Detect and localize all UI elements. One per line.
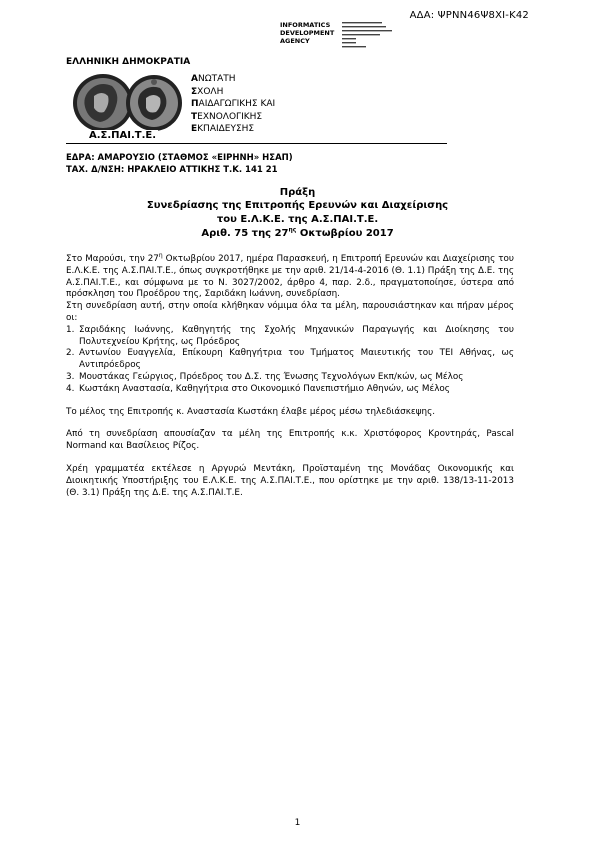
intro-rest: Οκτωβρίου 2017, ημέρα Παρασκευή, η Επιτροπή Ερευνών και Διαχείρισης του Ε.Λ.Κ.Ε. της Α.Σ.ΠΑΙ.Τ.Ε., όπως συγκροτήθηκε με την αριθ. 21/14-4-2016 (Θ. 1.1) Πράξη της Δ.Ε. της Α.Σ.ΠΑΙ.Τ.Ε., και σύμφωνα με το Ν. 3027/2002, άρθρο 4, παρ. 2.δ., πραγματοποίησε, ύστερα από πρόσκληση του Προέδρου της, Σαριδάκη Ιωάννη, συνεδρίαση. <box>66 254 514 300</box>
intro-start: Στο Μαρούσι, την 27 <box>66 254 159 264</box>
republic-heading: ΕΛΛΗΝΙΚΗ ΔΗΜΟΚΡΑΤΙΑ <box>66 57 191 67</box>
coin-emblem-icon <box>68 70 188 134</box>
school-line-3: ΠΑΙΔΑΓΩΓΙΚΗΣ ΚΑΙ <box>191 99 276 110</box>
agency-fine-print-graphic <box>342 21 402 55</box>
member-text: Σαριδάκης Ιωάννης, Καθηγητής της Σχολής Μηχανικών Παραγωγής και Διοίκησης του Πολυτεχνείου Κρήτης, ως Πρόεδρος <box>79 324 514 347</box>
item-number: 2. <box>66 348 75 359</box>
school-line-2: ΣΧΟΛΗ <box>191 86 224 97</box>
seat-address: ΕΔΡΑ: ΑΜΑΡΟΥΣΙΟ (ΣΤΑΘΜΟΣ «ΕΙΡΗΝΗ» ΗΣΑΠ) <box>66 153 293 163</box>
doc-title-ordinal: ης <box>288 226 297 234</box>
absent-members: Από τη συνεδρίαση απουσίαζαν τα μέλη της Επιτροπής κ.κ. Χριστόφορος Κροντηράς, Pascal Normand και Βασίλειος Ρίζος. <box>66 429 514 452</box>
list-item <box>66 372 514 384</box>
intro-ordinal: η <box>158 252 163 260</box>
agency-label <box>280 21 334 45</box>
members-list <box>66 325 514 396</box>
member-text: Αντωνίου Ευαγγελία, Επίκουρη Καθηγήτρια του Τμήματος Μαιευτικής του ΤΕΙ Αθήνας, ως Αντιπρόεδρος <box>79 348 514 371</box>
intro-paragraph <box>66 254 514 301</box>
page-number: 1 <box>294 818 301 828</box>
item-number: 4. <box>66 383 75 394</box>
teleconference-note: Το μέλος της Επιτροπής κ. Αναστασία Κωστάκη έλαβε μέρος μέσω τηλεδιάσκεψης. <box>66 406 436 417</box>
member-text: Κωστάκη Αναστασία, Καθηγήτρια στο Οικονομικό Πανεπιστήμιο Αθηνών, ως Μέλος <box>79 383 450 394</box>
agency-line-1: INFORMATICS <box>280 21 331 29</box>
doc-title-date: Οκτωβρίου 2017 <box>296 228 394 239</box>
doc-title-line-2: Συνεδρίασης της Επιτροπής Ερευνών και Διαχείρισης <box>146 200 449 211</box>
agency-fine-print <box>342 21 402 57</box>
doc-title-number: Αριθ. 75 της 27 <box>201 228 289 239</box>
member-text: Μουστάκας Γεώργιος, Πρόεδρος του Δ.Σ. της Ένωσης Τεχνολόγων Εκπ/κών, ως Μέλος <box>79 371 464 382</box>
postal-address: ΤΑΧ. Δ/ΝΣΗ: ΗΡΑΚΛΕΙΟ ΑΤΤΙΚΗΣ Τ.Κ. 141 21 <box>66 165 278 175</box>
item-number: 1. <box>66 324 75 335</box>
item-number: 3. <box>66 371 75 382</box>
ada-code: ΑΔΑ: ΨΡΝΝ46Ψ8ΧΙ-Κ42 <box>409 10 529 21</box>
doc-title-line-3: του Ε.Λ.Κ.Ε. της Α.Σ.ΠΑΙ.Τ.Ε. <box>216 214 379 225</box>
school-name <box>191 73 275 136</box>
secretary-note: Χρέη γραμματέα εκτέλεσε η Αργυρώ Μεντάκη, Προϊσταμένη της Μονάδας Οικονομικής και Διοικητικής Υποστήριξης του Ε.Λ.Κ.Ε. της Α.Σ.ΠΑΙ.Τ.Ε., που ορίστηκε με την αριθ. 138/13-11-2013 (Θ. 3.1) Πράξη της Δ.Ε. της Α.Σ.ΠΑΙ.Τ.Ε. <box>66 463 514 498</box>
list-item <box>66 384 514 396</box>
doc-title-line-1: Πράξη <box>279 187 316 198</box>
institution-acronym: Α.Σ.ΠΑΙ.Τ.Ε. <box>89 130 157 141</box>
agency-line-3: AGENCY <box>280 37 310 45</box>
doc-title-line-4 <box>0 228 595 239</box>
school-line-5: ΕΚΠΑΙΔΕΥΣΗΣ <box>191 124 255 135</box>
school-line-4: ΤΕΧΝΟΛΟΓΙΚΗΣ <box>191 111 263 122</box>
agency-line-2: DEVELOPMENT <box>280 29 335 37</box>
school-line-1: ΑΝΩΤΑΤΗ <box>191 74 236 84</box>
present-intro: Στη συνεδρίαση αυτή, στην οποία κλήθηκαν νόμιμα όλα τα μέλη, παρουσιάστηκαν και πήραν μέρος οι: <box>66 301 514 323</box>
minutes-body <box>66 254 514 499</box>
list-item <box>66 325 514 349</box>
institution-logo <box>68 70 188 134</box>
list-item <box>66 348 514 372</box>
